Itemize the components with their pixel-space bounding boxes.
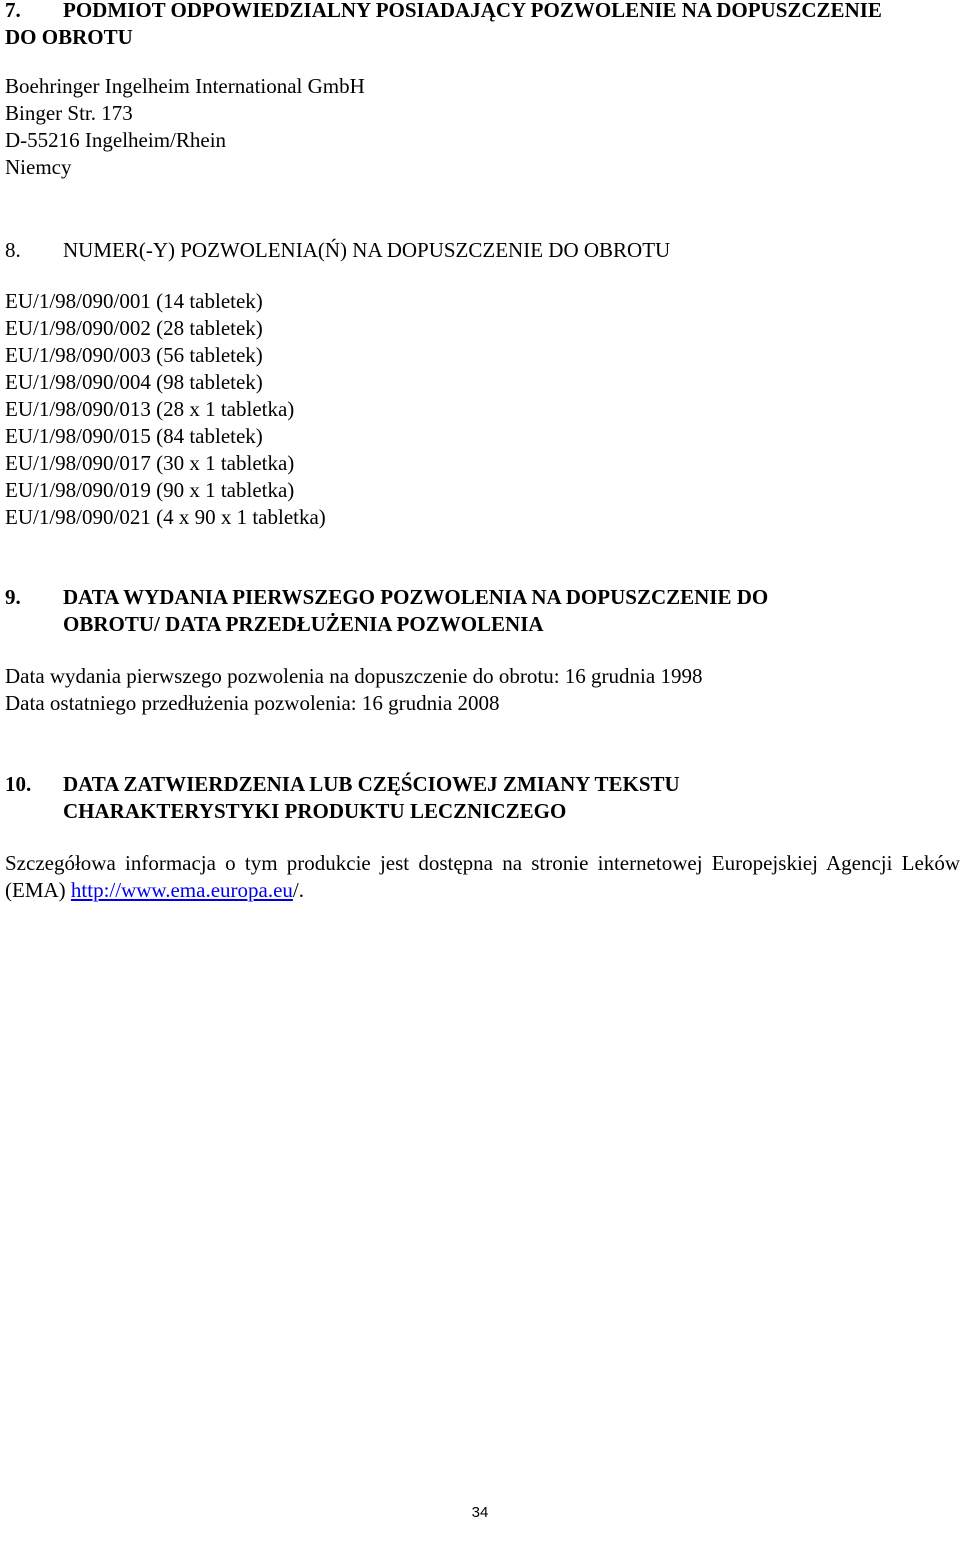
permit-item: EU/1/98/090/003 (56 tabletek) xyxy=(5,343,263,367)
permit-list xyxy=(5,288,955,531)
section-9-title xyxy=(63,584,955,638)
section-8-title: NUMER(-Y) POZWOLENIA(Ń) NA DOPUSZCZENIE DO OBROTU xyxy=(63,238,671,262)
section-9-title-line1: DATA WYDANIA PIERWSZEGO POZWOLENIA NA DOPUSZCZENIE DO xyxy=(63,585,769,609)
page-number: 34 xyxy=(471,1504,489,1521)
section-8-heading xyxy=(5,237,955,264)
section-7-title-line1: PODMIOT ODPOWIEDZIALNY POSIADAJĄCY POZWOLENIE NA DOPUSZCZENIE xyxy=(63,0,882,22)
section-10-heading xyxy=(5,771,960,825)
address-line: Niemcy xyxy=(5,155,72,179)
section-7-heading xyxy=(5,0,955,51)
section-7-title-line2: DO OBROTU xyxy=(5,25,133,49)
address-line: Boehringer Ingelheim International GmbH xyxy=(5,74,365,98)
section-7-number: 7. xyxy=(5,0,21,22)
section-8-number: 8. xyxy=(5,238,21,262)
section-10-title-line1: DATA ZATWIERDZENIA LUB CZĘŚCIOWEJ ZMIANY TEKSTU xyxy=(63,772,680,796)
renewal-date: Data ostatniego przedłużenia pozwolenia: 16 grudnia 2008 xyxy=(5,691,500,715)
section-7-title xyxy=(5,0,955,51)
section-10 xyxy=(5,771,960,904)
permit-item: EU/1/98/090/015 (84 tabletek) xyxy=(5,424,263,448)
permit-item: EU/1/98/090/017 (30 x 1 tabletka) xyxy=(5,451,295,475)
mah-address xyxy=(5,73,955,181)
section-9-heading xyxy=(5,584,955,638)
permit-item: EU/1/98/090/021 (4 x 90 x 1 tabletka) xyxy=(5,505,326,529)
address-line: D-55216 Ingelheim/Rhein xyxy=(5,128,227,152)
section-10-number: 10. xyxy=(5,772,32,796)
permit-item: EU/1/98/090/004 (98 tabletek) xyxy=(5,370,263,394)
ema-info-paragraph xyxy=(5,850,960,904)
first-authorisation-date: Data wydania pierwszego pozwolenia na dopuszczenie do obrotu: 16 grudnia 1998 xyxy=(5,664,703,688)
section-9-number: 9. xyxy=(5,585,21,609)
ema-info-text-end: /. xyxy=(292,878,304,902)
section-10-title xyxy=(63,771,960,825)
permit-item: EU/1/98/090/019 (90 x 1 tabletka) xyxy=(5,478,295,502)
permit-item: EU/1/98/090/001 (14 tabletek) xyxy=(5,289,263,313)
section-9 xyxy=(5,584,955,717)
section-10-title-line2: CHARAKTERYSTYKI PRODUKTU LECZNICZEGO xyxy=(63,799,567,823)
permit-item: EU/1/98/090/002 (28 tabletek) xyxy=(5,316,263,340)
address-line: Binger Str. 173 xyxy=(5,101,133,125)
section-7 xyxy=(5,0,955,181)
authorisation-dates xyxy=(5,663,955,717)
section-8 xyxy=(5,237,955,531)
section-9-title-line2: OBROTU/ DATA PRZEDŁUŻENIA POZWOLENIA xyxy=(63,612,544,636)
ema-info-text: Szczegółowa informacja o tym produkcie jest dostępna na stronie internetowej Europejskiej Agencji Leków (EMA) xyxy=(5,851,960,902)
permit-item: EU/1/98/090/013 (28 x 1 tabletka) xyxy=(5,397,295,421)
ema-website-link[interactable]: http://www.ema.europa.eu xyxy=(70,878,293,902)
